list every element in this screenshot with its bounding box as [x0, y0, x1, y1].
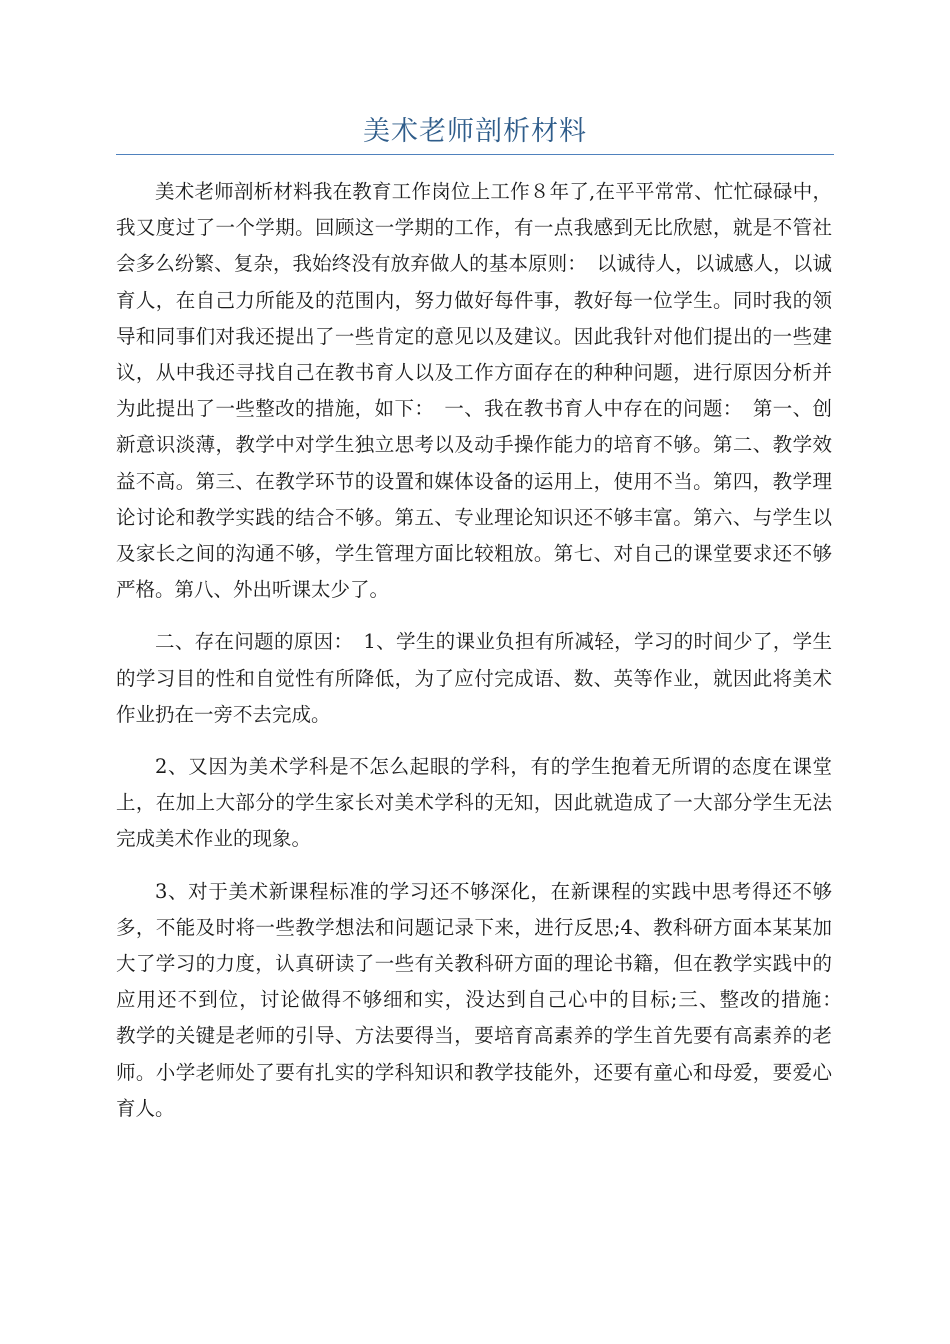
paragraph-4: 3、对于美术新课程标准的学习还不够深化，在新课程的实践中思考得还不够多，不能及时将一些教学想法和问题记录下来，进行反思;4、教科研方面本某某加大了学习的力度，认真研读了一些有关教科研方面的理论书籍，但在教学实践中的应用还不到位，讨论做得不够细和实，没达到自己心中的目标;三、整改的措施： 教学的关键是老师的引导、方法要得当，要培育高素养的学生首先要有高素养的老师。小学老师处了要有扎实的学科知识和教学技能外，还要有童心和母爱，要爱心育人。 — [116, 879, 852, 1120]
paragraph-3: 2、又因为美术学科是不怎么起眼的学科，有的学生抱着无所谓的态度在课堂上，在加上大部分的学生家长对美术学科的无知，因此就造成了一大部分学生无法完成美术作业的现象。 — [116, 755, 832, 851]
title-underline — [116, 154, 834, 155]
document-body — [116, 174, 852, 1143]
paragraph-1: 美术老师剖析材料我在教育工作岗位上工作８年了,在平平常常、忙忙碌碌中，我又度过了一个学期。回顾这一学期的工作，有一点我感到无比欣慰，就是不管社会多么纷繁、复杂，我始终没有放弃做人的基本原则： 以诚待人，以诚感人，以诚育人，在自己力所能及的范围内，努力做好每件事，教好每一位学生。同时我的领导和同事们对我还提出了一些肯定的意见以及建议。因此我针对他们提出的一些建议，从中我还寻找自己在教书育人以及工作方面存在的种种问题，进行原因分析并为此提出了一些整改的措施，如下： 一、我在教书育人中存在的问题： 第一、创新意识淡薄，教学中对学生独立思考以及动手操作能力的培育不够。第二、教学效益不高。第三、在教学环节的设置和媒体设备的运用上，使用不当。第四，教学理论讨论和教学实践的结合不够。第五、专业理论知识还不够丰富。第六、与学生以及家长之间的沟通不够，学生管理方面比较粗放。第七、对自己的课堂要求还不够严格。第八、外出听课太少了。 — [116, 180, 832, 602]
document-title: 美术老师剖析材料 — [363, 116, 587, 147]
paragraph-2: 二、存在问题的原因： 1、学生的课业负担有所减轻，学习的时间少了，学生的学习目的性和自觉性有所降低，为了应付完成语、数、英等作业，就因此将美术作业扔在一旁不去完成。 — [116, 630, 832, 726]
